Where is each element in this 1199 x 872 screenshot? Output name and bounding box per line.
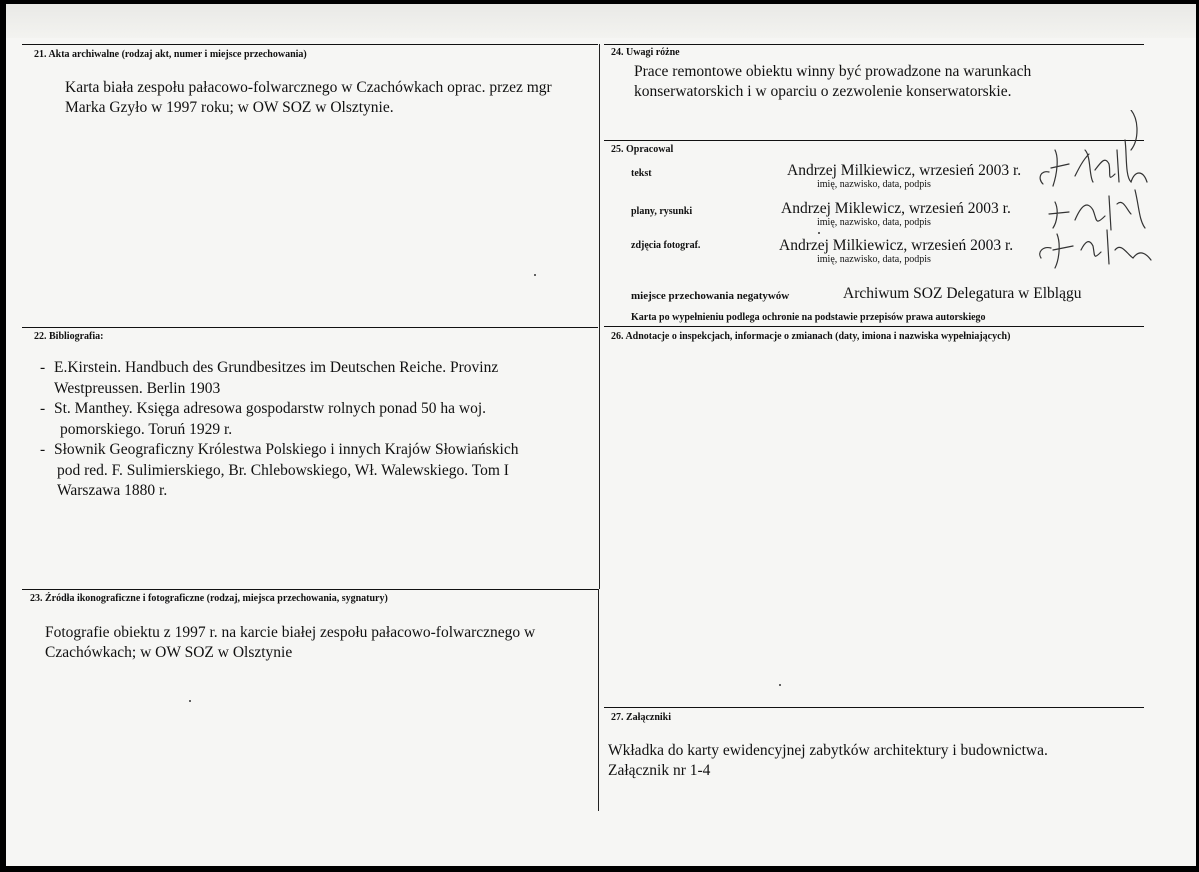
rule-s27 (604, 707, 1144, 708)
author-caption-photos: imię, nazwisko, data, podpis (817, 254, 931, 265)
rule-s26 (604, 326, 1144, 327)
rule-top-right (604, 44, 1144, 45)
section-23-line-1: Fotografie obiektu z 1997 r. na karcie białej zespołu pałacowo-folwarcznego w (45, 624, 536, 641)
role-drawings-label: plany, rysunki (631, 206, 693, 217)
author-name-text: Andrzej Milkiewicz, wrzesień 2003 r. (787, 162, 1022, 179)
scan-speck (534, 274, 536, 276)
rule-center-lower (598, 589, 599, 811)
bibliography-item-2-line-2: pomorskiego. Toruń 1929 r. (60, 420, 233, 438)
section-24-line-1: Prace remontowe obiektu winny być prowadzone na warunkach (634, 63, 1032, 80)
section-26-label: 26. Adnotacje o inspekcjach, informacje o zmianach (daty, imiona i nazwiska wypełniających) (611, 331, 1011, 342)
role-photos-label: zdjęcia fotograf. (631, 240, 701, 251)
bibliography-item-1-line-1: E.Kirstein. Handbuch des Grundbesitzes im Deutschen Reiche. Provinz (54, 359, 499, 376)
role-text-label: tekst (631, 168, 652, 179)
bibliography-item-3-line-2: pod red. F. Sulimierskiego, Br. Chlebowskiego, Wł. Walewskiego. Tom I (57, 461, 509, 479)
bibliography-item-2-line-1: St. Manthey. Księga adresowa gospodarstw rolnych ponad 50 ha woj. (54, 400, 487, 417)
rule-s22 (22, 327, 598, 328)
bibliography-item (32, 399, 572, 440)
section-21-line-1: Karta biała zespołu pałacowo-folwarcznego w Czachówkach oprac. przez mgr (65, 79, 552, 96)
section-21-text (65, 78, 595, 118)
negatives-value: Archiwum SOZ Delegatura w Elblągu (843, 285, 1082, 302)
section-23-line-2: Czachówkach; w OW SOZ w Olsztynie (45, 644, 293, 661)
scan-shadow-band (6, 4, 1196, 38)
author-caption-text: imię, nazwisko, data, podpis (817, 179, 931, 190)
rule-top-left (22, 44, 598, 45)
section-23-label: 23. Źródła ikonograficzne i fotograficzne (rodzaj, miejsca przechowania, sygnatury) (30, 593, 388, 604)
section-23-text (45, 623, 590, 663)
section-21-line-2: Marka Gzyło w 1997 roku; w OW SOZ w Olsztynie. (65, 99, 394, 116)
negatives-label: miejsce przechowania negatywów (631, 290, 790, 302)
section-27-label: 27. Załączniki (611, 712, 672, 723)
rule-s23 (22, 589, 598, 590)
bibliography-item (32, 358, 572, 399)
bibliography-item-3-line-3: Warszawa 1880 r. (57, 482, 168, 499)
section-27-text (608, 741, 1138, 781)
scan-speck (818, 232, 820, 234)
bibliography-item (32, 440, 572, 502)
section-25-label: 25. Opracowal (611, 144, 674, 155)
section-24-text (634, 62, 1134, 102)
copyright-note: Karta po wypełnieniu podlega ochronie na podstawie przepisów prawa autorskiego (631, 312, 986, 323)
author-caption-drawings: imię, nazwisko, data, podpis (817, 217, 931, 228)
section-27-line-1: Wkładka do karty ewidencyjnej zabytków architektury i budownictwa. (608, 742, 1048, 759)
section-24-line-2: konserwatorskich i w oparciu o zezwolenie konserwatorskie. (634, 83, 1012, 100)
bibliography-item-3-line-1: Słownik Geograficzny Królestwa Polskiego i innych Krajów Słowiańskich (54, 441, 519, 458)
section-24-label: 24. Uwagi różne (611, 47, 680, 58)
signature-image (1035, 110, 1155, 270)
author-name-photos: Andrzej Milkiewicz, wrzesień 2003 r. (779, 237, 1014, 254)
section-21-label: 21. Akta archiwalne (rodzaj akt, numer i miejsce przechowania) (34, 49, 307, 60)
scan-speck (779, 684, 781, 686)
bibliography-list (32, 358, 572, 502)
author-name-drawings: Andrzej Miklewicz, wrzesień 2003 r. (781, 200, 1011, 217)
section-22-label: 22. Bibliografia: (34, 331, 104, 342)
bibliography-item-1-line-2: Westpreussen. Berlin 1903 (54, 379, 221, 397)
scan-speck (189, 700, 191, 702)
rule-center-upper (599, 44, 600, 589)
section-27-line-2: Załącznik nr 1-4 (608, 762, 711, 779)
